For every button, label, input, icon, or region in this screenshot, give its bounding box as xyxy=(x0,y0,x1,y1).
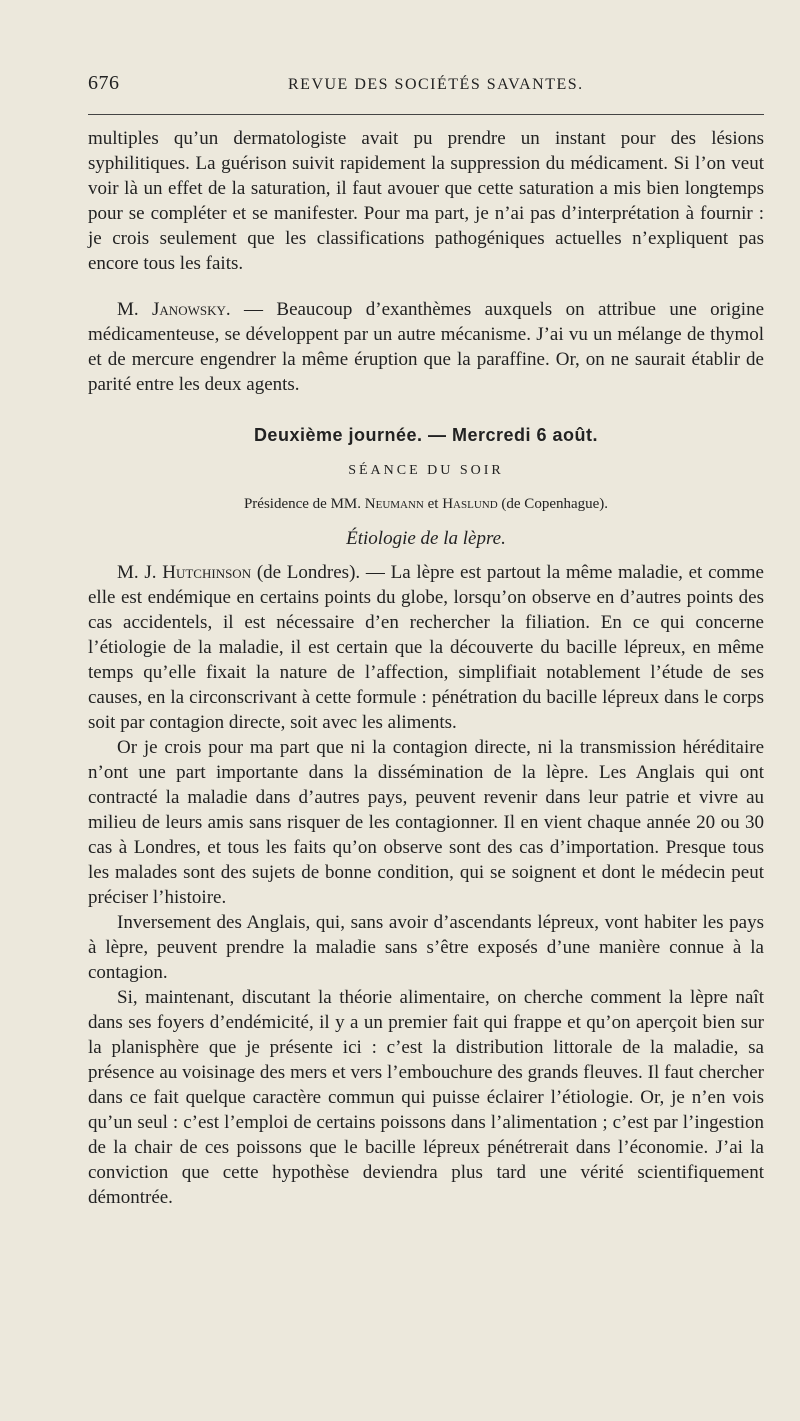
section-title: Étiologie de la lèpre. xyxy=(346,528,506,549)
speaker-prefix: M. J. xyxy=(117,562,163,583)
header-rule xyxy=(88,114,764,115)
paragraph-text: (de Londres). — La lèpre est partout la même maladie, et comme elle est endémique en certains points du globe, lorsqu’on observe en d’autres points des cas accidentels, il est nécessaire d’en rechercher la filiation. En ce qui concerne l’étiologie de la maladie, il est certain que la découverte du bacille lépreux, en même temps qu’elle fixait la nature de l’affection, simplifiait notablement l’étude de ses causes, en la circonscrivant à cette formule : pénétration du bacille lépreux dans le corps soit par contagion directe, soit avec les aliments. xyxy=(88,562,764,733)
body-text xyxy=(88,126,764,1210)
speaker-name: M. Janowsky. xyxy=(117,299,231,320)
presidence-mid: et xyxy=(423,496,443,512)
presidence-suffix: (de Copenhague). xyxy=(497,496,609,512)
presidence-prefix: Présidence de MM. xyxy=(243,496,365,512)
paragraph-body: Si, maintenant, discutant la théorie alimentaire, on cherche comment la lèpre naît dans ses foyers d’endémicité, il y a un premier fait qui frappe et qu’on aperçoit bien sur la planisphère que je présente ici : c’est la distribution littorale de la maladie, sa présence au voisinage des mers et vers l’embouchure des grands fleuves. Il faut chercher dans ce fait quelque caractère commun qui puisse éclairer l’étiologie. Or, je n’en vois qu’un seul : c’est l’emploi de certains poissons dans l’alimentation ; c’est par l’ingestion de la chair de ces poissons que le bacille lépreux pénétrerait dans l’économie. J’ai la conviction que cette hypothèse deviendra plus tard une vérité scientifiquement démontrée. xyxy=(88,987,764,1208)
paragraph-body: Inversement des Anglais, qui, sans avoir d’ascendants lépreux, vont habiter les pays à lèpre, peuvent prendre la maladie sans s’être exposés d’une manière connue à la contagion. xyxy=(88,912,764,983)
day-heading: Deuxième journée. — Mercredi 6 août. xyxy=(253,425,599,445)
session-heading: SÉANCE DU SOIR xyxy=(348,463,504,478)
page-number: 676 xyxy=(88,72,120,94)
paragraph-continuation: multiples qu’un dermatologiste avait pu prendre un instant pour des lésions syphilitiques. La guérison suivit rapidement la suppression du médicament. Si l’on veut voir là un effet de la saturation, il faut avouer que cette saturation a mis bien longtemps pour se compléter et se manifester. Pour ma part, je n’ai pas d’interprétation à fournir : je crois seulement que les classifications pathogéniques actuelles n’expliquent pas encore tous les faits. xyxy=(88,128,764,274)
president-name: Neumann xyxy=(364,496,424,512)
page-header xyxy=(88,72,764,100)
paragraph-text: — Beaucoup d’exanthèmes auxquels on attribue une origine médicamenteuse, se développent par un autre mécanisme. J’ai vu un mélange de thymol et de mercure engendrer la même éruption que la paraffine. Or, on ne saurait établir de parité entre les deux agents. xyxy=(88,299,764,395)
running-title: REVUE DES SOCIÉTÉS SAVANTES. xyxy=(288,76,584,93)
paragraph-hutchinson xyxy=(88,560,764,735)
speaker-name: Hutchinson xyxy=(162,562,252,583)
paragraph-body: Or je crois pour ma part que ni la contagion directe, ni la transmission héréditaire n’ont une part importante dans la dissémination de la lèpre. Les Anglais qui ont contracté la maladie dans d’autres pays, peuvent revenir dans leur patrie et vivre au milieu de leurs amis sans risquer de les contagionner. Il en vient chaque année 20 ou 30 cas à Londres, et tous les faits qu’on observe sont des cas d’importation. Presque tous les malades sont des sujets de bonne condition, qui se soignent et dont le médecin peut préciser l’histoire. xyxy=(88,737,764,908)
paragraph-janowsky xyxy=(88,297,764,397)
presidence-line xyxy=(88,493,764,515)
president-name: Haslund xyxy=(442,496,498,512)
